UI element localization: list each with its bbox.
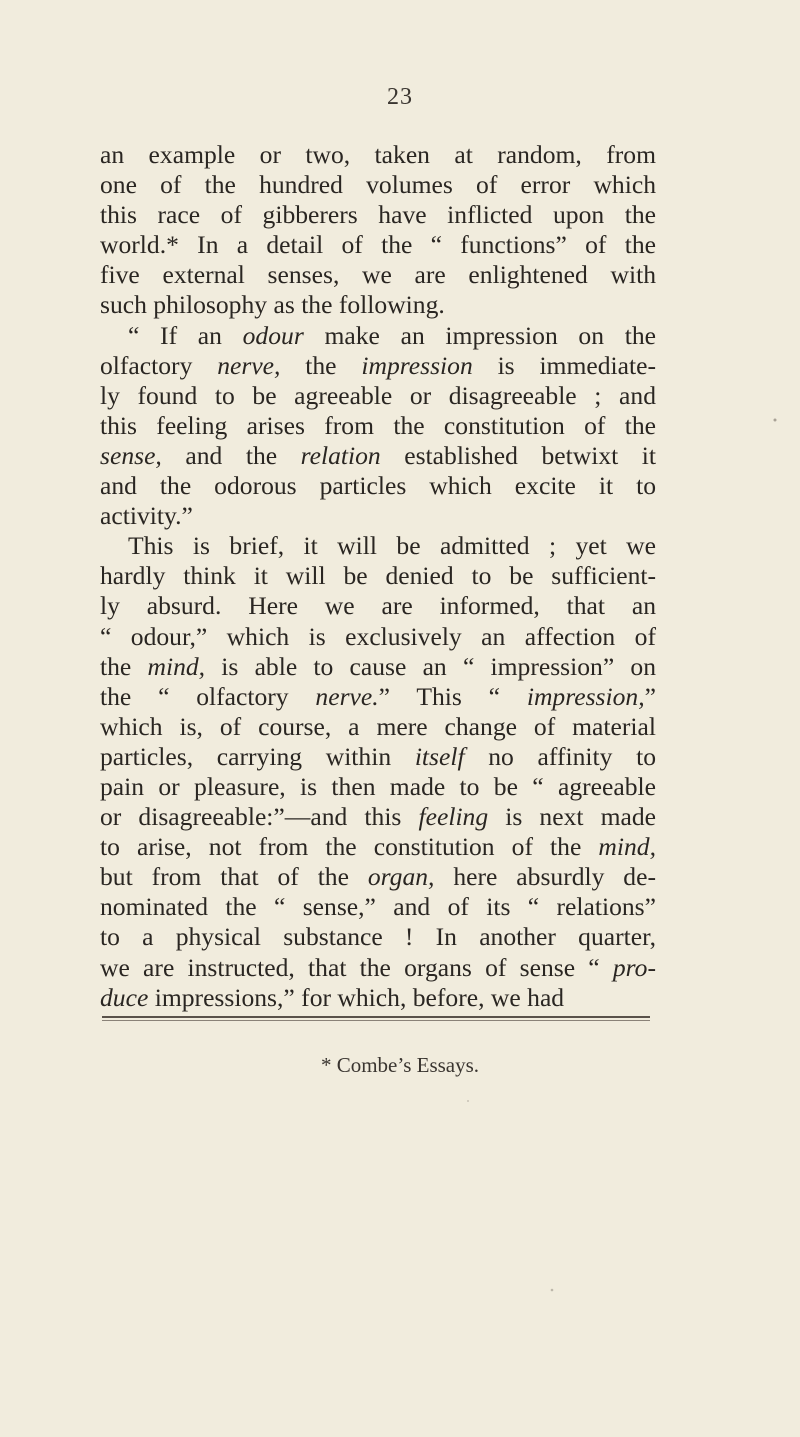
italic-text: duce [100,982,149,1012]
text-run: or disagreeable:”—and this [100,802,419,832]
text-run: five external senses, we are enlightened with [100,260,656,290]
text-run: the [280,350,362,380]
text-run: the “ olfactory [100,681,316,711]
text-run: the [100,651,148,681]
text-run: This is brief, it will be admitted ; yet we [128,531,656,561]
text-run: to a physical substance ! In another quarter, [100,922,656,952]
text-run: to arise, not from the constitution of the [100,832,599,862]
text-run: and the [161,440,301,470]
text-run: established betwixt it [380,440,656,470]
text-run: no affinity to [464,741,656,771]
text-run: olfactory [100,350,218,380]
footnote: * Combe’s Essays. [320,1053,480,1077]
italic-text: itself [414,741,465,771]
text-run: ly absurd. Here we are informed, that an [100,591,656,621]
text-run: one of the hundred volumes of error which [100,170,656,200]
text-run: is next made [488,802,656,832]
italic-text: relation [300,440,381,470]
text-run: pain or pleasure, is then made to be “ agreeable [100,771,656,801]
text-run: is immediate- [472,350,656,380]
text-run: this feeling arises from the constitution of the [100,410,656,440]
italic-text: impression [361,350,473,380]
text-run: ” [644,681,656,711]
italic-text: sense, [100,440,162,470]
text-run: particles, carrying within [100,741,415,771]
text-run: here absurdly de- [434,862,656,892]
italic-text: impression, [526,681,645,711]
text-run: such philosophy as the following. [100,290,445,320]
text-run: hardly think it will be denied to be sufficient- [100,561,656,591]
italic-text: feeling [418,802,489,832]
italic-text: mind, [598,832,656,862]
italic-text: nerve. [315,681,379,711]
italic-text: pro- [612,952,656,982]
text-run: “ If an [128,320,243,350]
text-run: we are instructed, that the organs of sense “ [100,952,613,982]
text-run: is able to cause an “ impression” on [205,651,656,681]
text-run: but from that of the [100,862,368,892]
text-run: an example or two, taken at random, from [100,140,656,169]
page-number: 23 [387,84,413,110]
text-run: impressions,” for which, before, we had [148,982,565,1012]
text-run: and the odorous particles which excite it to [100,471,656,501]
text-run: activity.” [100,501,193,531]
text-run: nominated the “ sense,” and of its “ relations” [100,892,656,922]
text-run: ” This “ [378,681,527,711]
italic-text: odour [242,320,304,350]
text-run: make an impression on the [303,320,656,350]
text-run: this race of gibberers have inflicted upon the [100,200,656,230]
text-run: world.* In a detail of the “ functions” of the [100,230,656,260]
italic-text: mind, [147,651,206,681]
text-run: which is, of course, a mere change of material [100,711,656,741]
italic-text: nerve, [217,350,281,380]
text-run: ly found to be agreeable or disagreeable ; and [100,380,656,410]
italic-text: organ, [367,862,435,892]
text-run: “ odour,” which is exclusively an affection of [100,621,656,651]
